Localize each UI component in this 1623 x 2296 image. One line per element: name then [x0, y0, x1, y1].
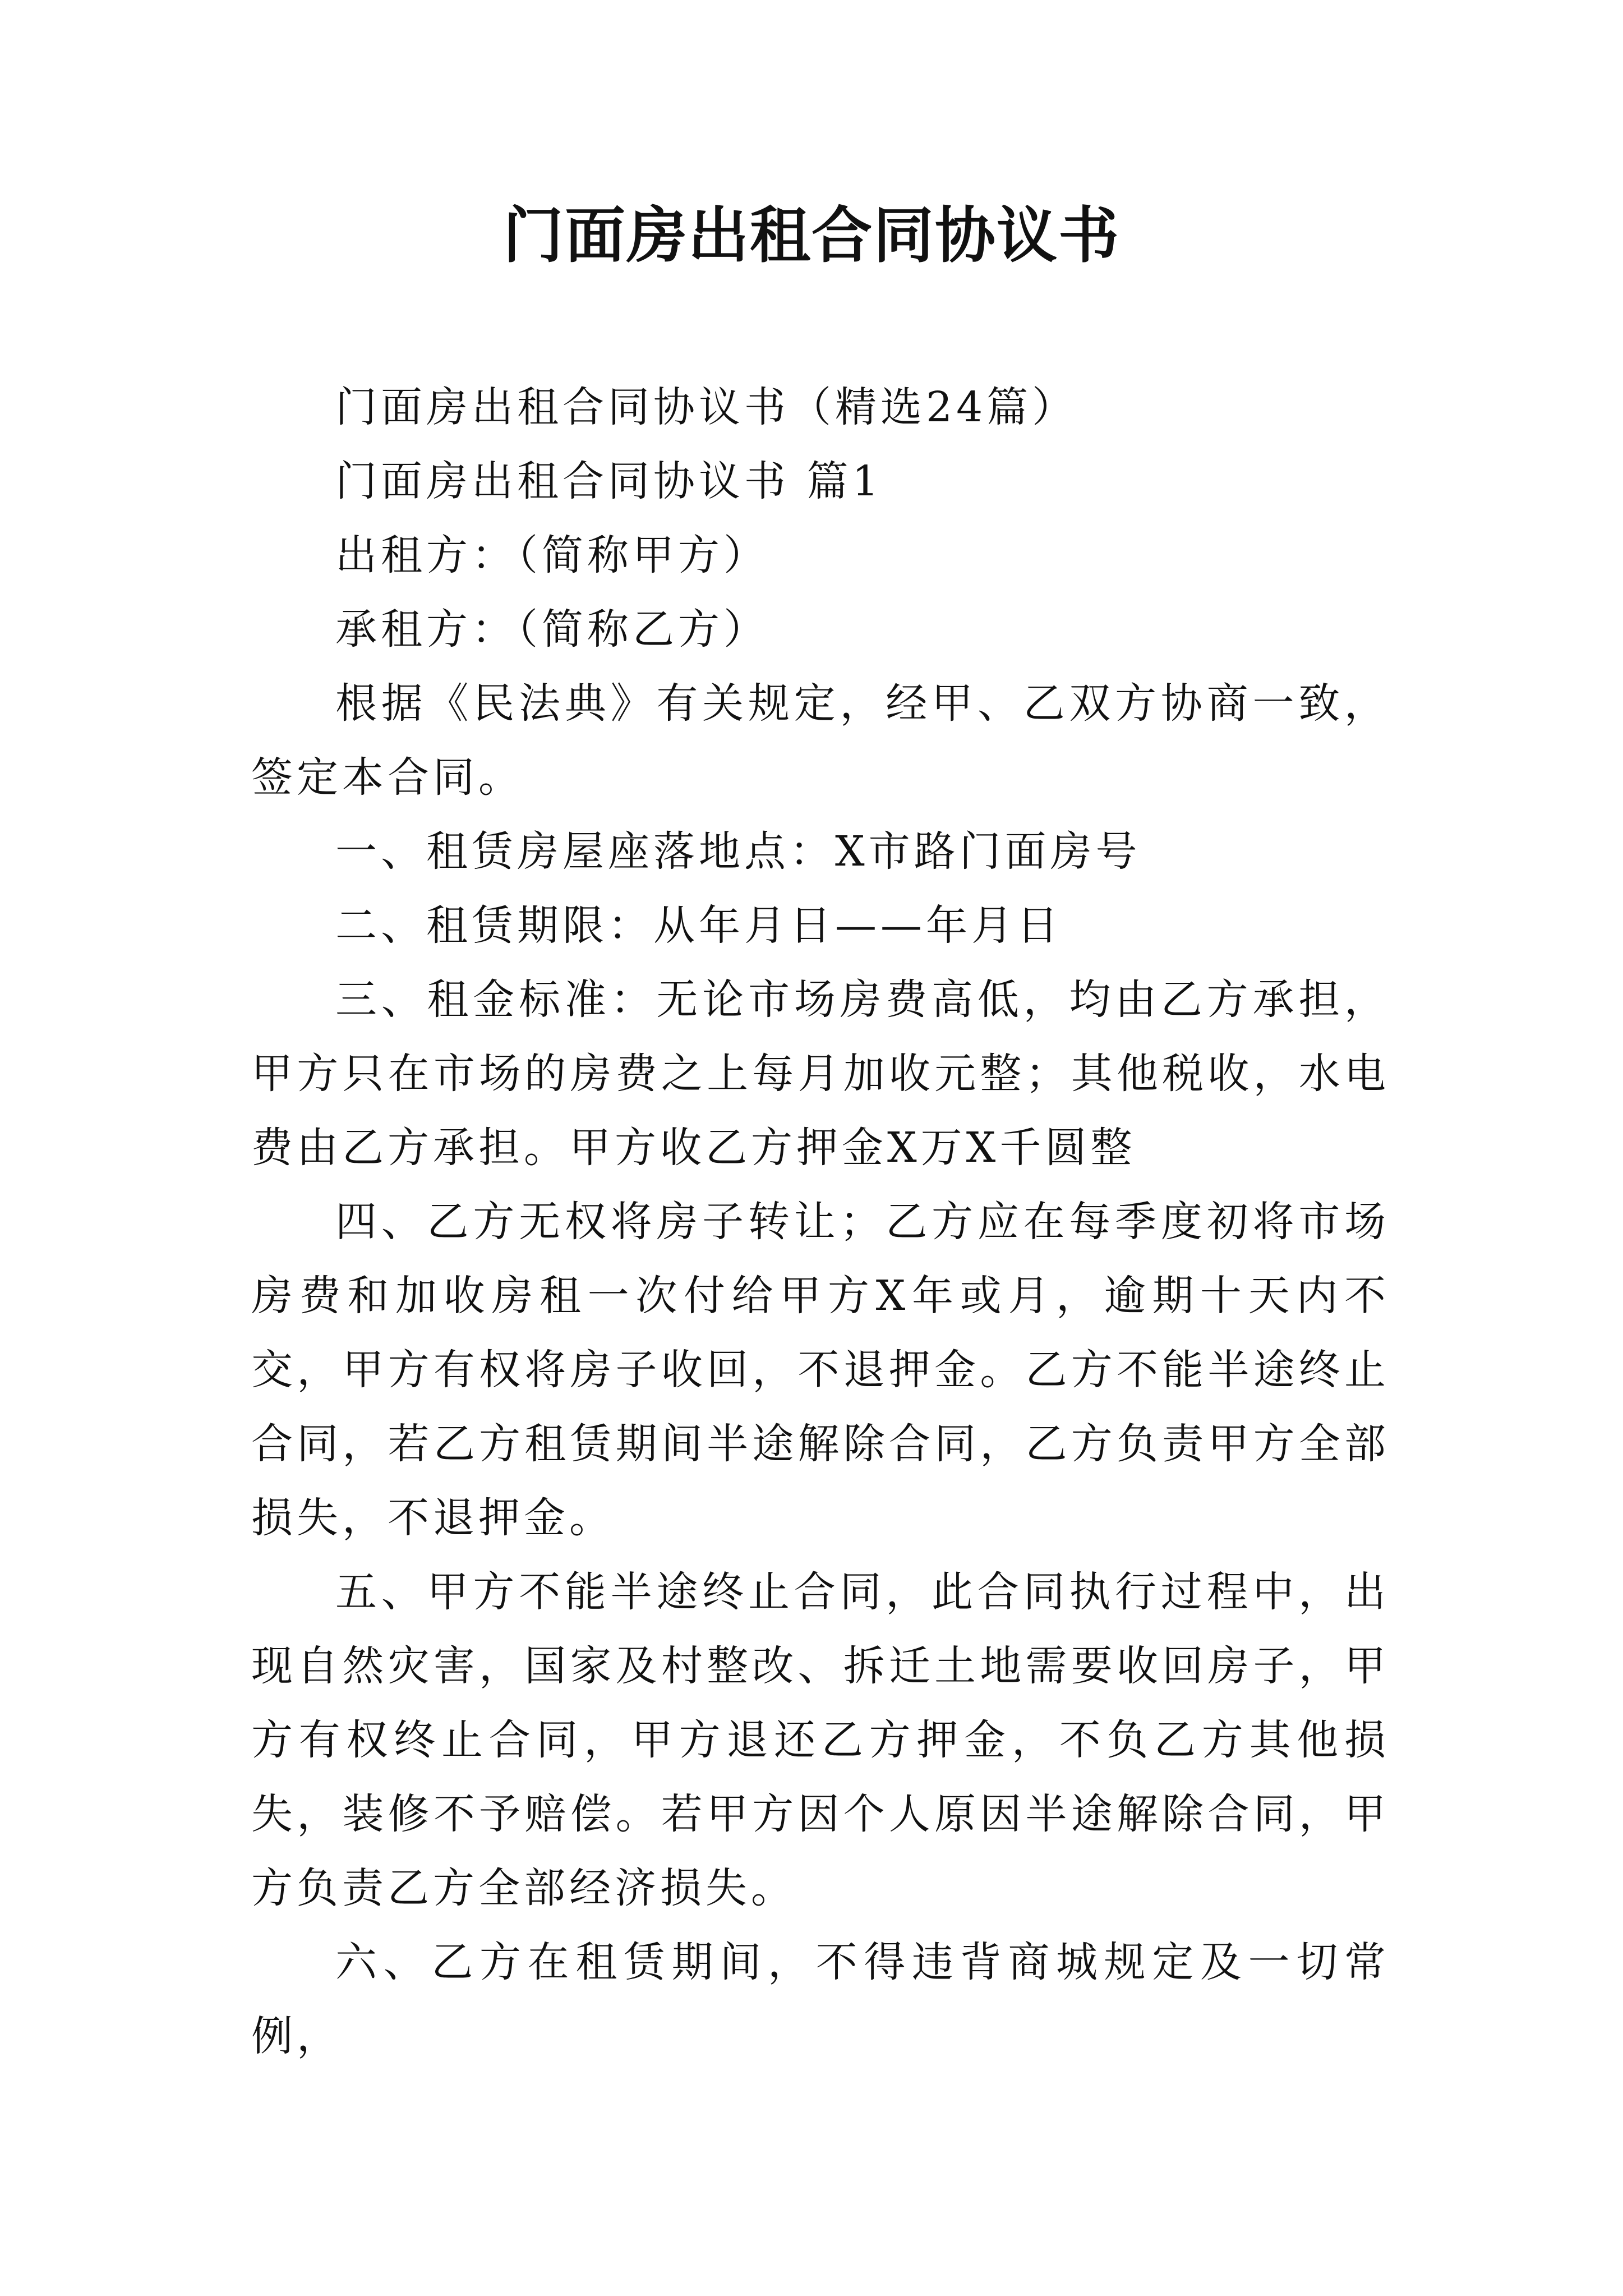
document-body [251, 370, 1390, 2073]
paragraph-collection-title: 门面房出租合同协议书（精选24篇） [335, 383, 1078, 431]
paragraph-section-heading: 门面房出租合同协议书 篇1 [335, 457, 883, 505]
paragraph-lessee: 承租方：（简称乙方） [335, 605, 769, 654]
paragraph-clause-4: 四、乙方无权将房子转让；乙方应在每季度初将市场房费和加收房租一次付给甲方X年或月，逾期十天内不交，甲方有权将房子收回，不退押金。乙方不能半途终止合同，若乙方租赁期间半途解除合同，乙方负责甲方全部损失，不退押金。 [251, 1198, 1390, 1542]
paragraph-clause-3: 三、租金标准：无论市场房费高低，均由乙方承担，甲方只在市场的房费之上每月加收元整；其他税收，水电费由乙方承担。甲方收乙方押金X万X千圆整 [251, 976, 1390, 1172]
paragraph-preamble: 根据《民法典》有关规定，经甲、乙双方协商一致，签定本合同。 [251, 679, 1390, 802]
paragraph-lessor: 出租方：（简称甲方） [335, 531, 769, 579]
paragraph-clause-2: 二、租赁期限：从年月日——年月日 [335, 901, 1062, 950]
paragraph-clause-1: 一、租赁房屋座落地点：X市路门面房号 [335, 827, 1141, 876]
paragraph-clause-6: 六、乙方在租赁期间，不得违背商城规定及一切常例， [251, 1938, 1390, 2060]
paragraph-clause-5: 五、甲方不能半途终止合同，此合同执行过程中，出现自然灾害，国家及村整改、拆迁土地需要收回房子，甲方有权终止合同，甲方退还乙方押金，不负乙方其他损失，装修不予赔偿。若甲方因个人原因半途解除合同，甲方负责乙方全部经济损失。 [251, 1568, 1390, 1912]
document-title: 门面房出租合同协议书 [502, 200, 1120, 271]
